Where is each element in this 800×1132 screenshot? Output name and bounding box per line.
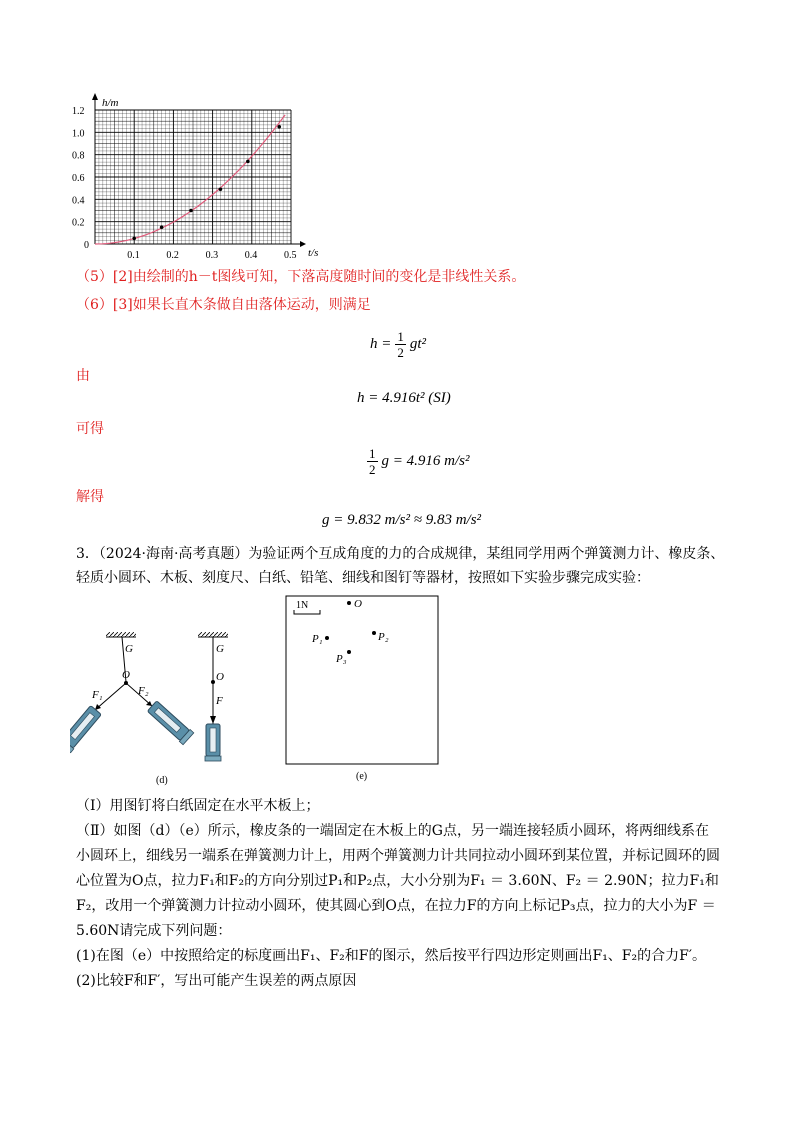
label-p3: P₃	[336, 653, 347, 665]
y-tick-label: 0.8	[72, 150, 85, 162]
x-tick-label: 0.4	[244, 250, 258, 260]
x-tick-label: 0.2	[166, 250, 179, 260]
scale-label: 1N	[296, 600, 309, 611]
point-p3	[347, 650, 351, 654]
data-point	[219, 187, 223, 191]
label-o-1: O	[122, 669, 130, 681]
fraction-numerator: 1	[397, 328, 404, 344]
step-2-line-1: （Ⅱ）如图（d）（e）所示，橡皮条的一端固定在木板上的G点，另一端连接轻质小圆环，将两细线系在	[76, 823, 709, 839]
label-p2: P₂	[378, 631, 389, 643]
y-tick-label: 0.6	[72, 173, 85, 184]
label-f1: F₁	[92, 689, 103, 701]
step-2-line-3: 心位置为O点，拉力F₁和F₂的方向分别过P₁和P₂点，大小分别为F₁ ＝ 3.60N、F₂ ＝ 2.90N；拉力F₁和	[76, 873, 719, 889]
label-f: F	[216, 695, 223, 707]
x-tick-label: 0.1	[127, 250, 140, 260]
fraction-half-2	[367, 446, 378, 477]
figure-d	[70, 628, 250, 786]
fraction-denominator-2: 2	[369, 461, 376, 477]
fraction-denominator: 2	[397, 344, 404, 360]
point-p1	[325, 636, 329, 640]
step-2-line-2: 小圆环上，细线另一端系在弹簧测力计上，用两个弹簧测力计共同拉动小圆环到某位置，并标记圆环的圆	[76, 848, 720, 864]
answer-6: （6）[3]如果长直木条做自由落体运动，则满足	[76, 297, 371, 313]
point-p2	[372, 631, 376, 635]
fit-curve	[95, 115, 285, 244]
arrow-f-icon	[210, 716, 216, 724]
answer-5: （5）[2]由绘制的h－t图线可知，下落高度随时间的变化是非线性关系。	[76, 269, 526, 285]
y-tick-label: 0.2	[72, 217, 85, 229]
spring-scale-single	[205, 724, 221, 761]
label-p1: P₁	[312, 633, 323, 645]
label-f2: F₂	[138, 685, 149, 697]
label-o-2: O	[216, 671, 224, 683]
formula-result: g = 9.832 m/s² ≈ 9.83 m/s²	[322, 512, 482, 528]
ceiling-mount-1	[106, 632, 136, 637]
y-tick-label: 1.2	[72, 106, 85, 117]
label-g-2: G	[216, 643, 224, 655]
point-o	[347, 601, 351, 605]
fraction-half	[395, 329, 406, 360]
x-axis-arrow-icon	[300, 241, 306, 247]
x-axis-label: t/s	[308, 247, 319, 259]
formula-lhs: h =	[370, 335, 392, 352]
step-2-line-5: 5.60N请完成下列问题：	[76, 923, 232, 939]
ring-2	[211, 680, 215, 684]
sub-question-1: (1)在图（e）中按照给定的标度画出F₁、F₂和F的图示，然后按平行四边形定则画出F₁、F₂的合力F′。	[76, 948, 707, 964]
formula-half-g	[367, 441, 469, 481]
y-tick-label: 0.4	[72, 195, 85, 207]
question-3-line-2: 轻质小圆环、木板、刻度尺、白纸、铅笔、细线和图钉等器材，按照如下实验步骤完成实验：	[76, 570, 650, 586]
data-point	[246, 160, 250, 164]
step-1: （Ⅰ）用图钉将白纸固定在水平木板上；	[76, 798, 320, 814]
question-3-line-1: 3．（2024·海南·高考真题）为验证两个互成角度的力的合成规律，某组同学用两个弹簧测力计、橡皮条、	[76, 546, 725, 562]
y-axis-arrow-icon	[92, 93, 98, 100]
origin-label: 0	[84, 240, 89, 251]
formula-free-fall	[370, 322, 426, 366]
step-2-line-4: F₂，改用一个弹簧测力计拉动小圆环，使其圆心到O点，在拉力F的方向上标记P₃点，拉力的大小为F ＝	[76, 898, 716, 914]
x-tick-label: 0.5	[284, 250, 297, 260]
y-axis-label: h/m	[102, 97, 119, 109]
fraction-numerator-2: 1	[369, 445, 376, 461]
data-point	[132, 237, 136, 241]
caption-d: (d)	[156, 775, 168, 786]
formula-rhs-2: g = 4.916 m/s²	[381, 452, 470, 469]
spring-scale-left	[70, 705, 102, 753]
h-t-graph	[70, 88, 350, 260]
data-point	[189, 209, 193, 213]
figure-e	[282, 594, 442, 784]
formula-rhs: gt²	[409, 335, 427, 352]
x-tick-label: 0.3	[205, 250, 219, 260]
y-tick-label: 1.0	[72, 128, 85, 140]
data-point	[160, 225, 164, 229]
sub-question-2: (2)比较F和F′，写出可能产生误差的两点原因	[76, 973, 357, 989]
word-you: 由	[76, 368, 90, 384]
spring-scale-right	[147, 700, 194, 745]
caption-e: (e)	[356, 771, 368, 782]
paper-frame	[286, 596, 438, 764]
ceiling-mount-2	[198, 632, 228, 637]
label-o-e: O	[354, 598, 362, 610]
data-point	[277, 125, 281, 129]
word-kede: 可得	[76, 421, 104, 437]
formula-fit: h = 4.916t² (SI)	[357, 390, 451, 406]
label-g-1: G	[125, 643, 133, 655]
word-jiede: 解得	[76, 489, 104, 505]
